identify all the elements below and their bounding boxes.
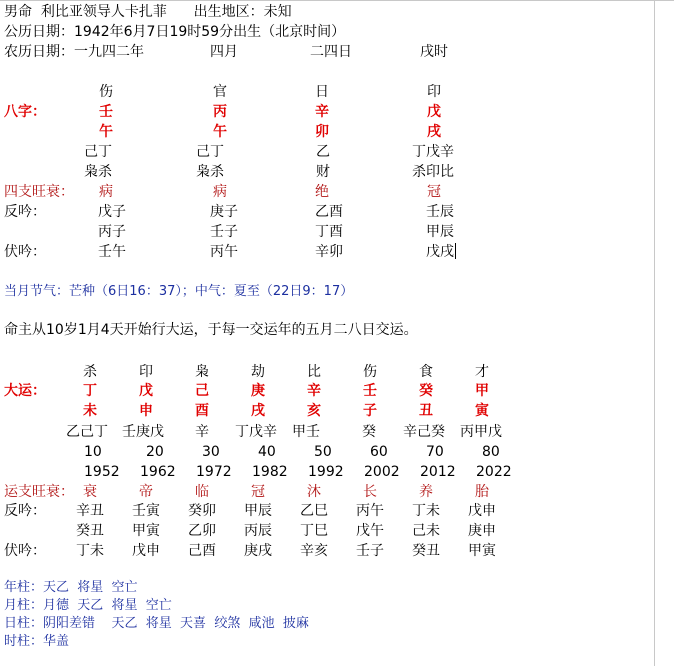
- dayun-fanyin2-6: 戊午: [356, 523, 384, 539]
- dayun-wangshuai-1: 衰: [83, 484, 97, 500]
- dayun-fanyin1-4: 甲辰: [244, 503, 272, 519]
- dayun-year-7: 2012: [420, 464, 456, 480]
- dayun-age-5: 50: [314, 444, 332, 460]
- dayun-stem-2: 戊: [139, 383, 153, 399]
- dayun-hidden-6: 癸: [362, 424, 376, 440]
- jieqi-line: 当月节气：芒种（6日16：37）；中气：夏至（22日9：17）: [4, 284, 354, 299]
- bazi-stem-year: 壬: [99, 104, 113, 120]
- dayun-label: 大运：: [4, 383, 46, 399]
- header-lunar-day: 二四日: [310, 44, 352, 60]
- dayun-branch-8: 寅: [475, 403, 489, 419]
- bazi-fanyin2-year: 丙子: [98, 224, 126, 240]
- dayun-fanyin1-3: 癸卯: [188, 503, 216, 519]
- dayun-age-7: 70: [426, 444, 444, 460]
- dayun-age-3: 30: [202, 444, 220, 460]
- dayun-age-1: 10: [84, 444, 102, 460]
- shensha-day-pillar: 日柱：阴阳差错 天乙 将星 天喜 绞煞 咸池 披麻: [4, 616, 309, 631]
- shensha-month-pillar: 月柱：月德 天乙 将星 空亡: [4, 598, 172, 613]
- bazi-god-day: 日: [315, 84, 329, 100]
- dayun-fanyin-label: 反吟：: [4, 503, 46, 519]
- bazi-god-month: 官: [213, 84, 227, 100]
- dayun-fanyin2-3: 乙卯: [188, 523, 216, 539]
- bazi-fuyin-hour: [426, 242, 456, 262]
- dayun-god-7: 食: [419, 364, 433, 380]
- dayun-branch-6: 子: [363, 403, 377, 419]
- dayun-fuyin-3: 己酉: [188, 543, 216, 559]
- bazi-fuyin-day: 辛卯: [315, 244, 343, 260]
- dayun-year-2: 1962: [140, 464, 176, 480]
- header-lunar-label: 农历日期：一九四二年: [4, 44, 144, 60]
- dayun-wangshuai-label: 运支旺衰：: [4, 484, 74, 500]
- dayun-fanyin1-6: 丙午: [356, 503, 384, 519]
- dayun-fuyin-6: 壬子: [356, 543, 384, 559]
- dayun-age-4: 40: [258, 444, 276, 460]
- window-right-border: [654, 0, 655, 666]
- bazi-branch-month: 午: [213, 124, 227, 140]
- dayun-hidden-4: 丁戊辛: [235, 424, 277, 440]
- dayun-hidden-1: 乙己丁: [66, 424, 108, 440]
- dayun-hidden-2: 壬庚戊: [122, 424, 164, 440]
- dayun-wangshuai-4: 冠: [251, 484, 265, 500]
- dayun-god-8: 才: [475, 364, 489, 380]
- bazi-fuyin-label: 伏吟：: [4, 244, 46, 260]
- dayun-fuyin-4: 庚戌: [244, 543, 272, 559]
- dayun-wangshuai-3: 临: [195, 484, 209, 500]
- dayun-wangshuai-6: 长: [363, 484, 377, 500]
- dayun-age-6: 60: [370, 444, 388, 460]
- dayun-branch-2: 申: [139, 403, 153, 419]
- bazi-fuyin-year: 壬午: [98, 244, 126, 260]
- bazi-fanyin1-year: 戊子: [98, 204, 126, 220]
- dayun-god-4: 劫: [251, 364, 265, 380]
- bazi-fanyin1-month: 庚子: [210, 204, 238, 220]
- dayun-branch-3: 酉: [195, 403, 209, 419]
- dayun-stem-1: 丁: [83, 383, 97, 399]
- dayun-fuyin-label: 伏吟：: [4, 543, 46, 559]
- bazi-fuyin-month: 丙午: [210, 244, 238, 260]
- dayun-stem-3: 己: [195, 383, 209, 399]
- dayun-fanyin2-1: 癸丑: [76, 523, 104, 539]
- dayun-fanyin1-1: 辛丑: [76, 503, 104, 519]
- dayun-year-1: 1952: [84, 464, 120, 480]
- dayun-year-3: 1972: [196, 464, 232, 480]
- bazi-hidden-gods-hour: 杀印比: [412, 164, 454, 180]
- bazi-stem-day: 辛: [315, 104, 329, 120]
- bazi-wangshuai-day: 绝: [315, 184, 329, 200]
- dayun-stem-5: 辛: [307, 383, 321, 399]
- dayun-fuyin-2: 戊申: [132, 543, 160, 559]
- dayun-god-6: 伤: [363, 364, 377, 380]
- dayun-wangshuai-7: 养: [419, 484, 433, 500]
- bazi-branch-hour: 戌: [427, 124, 441, 140]
- dayun-hidden-7: 辛己癸: [403, 424, 445, 440]
- bazi-god-year: 伤: [99, 84, 113, 100]
- bazi-hidden-month: 己丁: [196, 144, 224, 160]
- dayun-fanyin1-7: 丁未: [412, 503, 440, 519]
- dayun-start-sentence: 命主从10岁1月4天开始行大运，于每一交运年的五月二八日交运。: [4, 322, 418, 338]
- dayun-god-1: 杀: [83, 364, 97, 380]
- dayun-god-5: 比: [307, 364, 321, 380]
- dayun-hidden-3: 辛: [195, 424, 209, 440]
- bazi-branch-year: 午: [99, 124, 113, 140]
- dayun-branch-4: 戌: [251, 403, 265, 419]
- dayun-fanyin1-8: 戊申: [468, 503, 496, 519]
- dayun-god-3: 枭: [195, 364, 209, 380]
- dayun-hidden-8: 丙甲戊: [460, 424, 502, 440]
- dayun-fanyin1-5: 乙巳: [300, 503, 328, 519]
- dayun-branch-1: 未: [83, 403, 97, 419]
- bazi-branch-day: 卯: [315, 124, 329, 140]
- dayun-year-8: 2022: [476, 464, 512, 480]
- dayun-age-2: 20: [146, 444, 164, 460]
- dayun-branch-7: 丑: [419, 403, 433, 419]
- dayun-stem-6: 壬: [363, 383, 377, 399]
- header-line-solar-date: 公历日期：1942年6月7日19时59分出生（北京时间）: [4, 24, 346, 40]
- dayun-year-6: 2002: [364, 464, 400, 480]
- dayun-fanyin2-7: 己未: [412, 523, 440, 539]
- bazi-wangshuai-month: 病: [213, 184, 227, 200]
- header-lunar-month: 四月: [210, 44, 238, 60]
- bazi-fanyin2-month: 壬子: [210, 224, 238, 240]
- bazi-stem-month: 丙: [213, 104, 227, 120]
- bazi-hidden-gods-day: 财: [316, 164, 330, 180]
- bazi-fanyin-label: 反吟：: [4, 204, 46, 220]
- shensha-year-pillar: 年柱：天乙 将星 空亡: [4, 580, 138, 595]
- window-top-border: [0, 0, 674, 1]
- bazi-hidden-gods-month: 枭杀: [196, 164, 224, 180]
- dayun-wangshuai-8: 胎: [475, 484, 489, 500]
- bazi-stem-hour: 戊: [427, 104, 441, 120]
- dayun-wangshuai-5: 沐: [307, 484, 321, 500]
- bazi-hidden-year: 己丁: [84, 144, 112, 160]
- shensha-hour-pillar: 时柱：华盖: [4, 634, 70, 649]
- bazi-wangshuai-hour: 冠: [427, 184, 441, 200]
- dayun-fuyin-5: 辛亥: [300, 543, 328, 559]
- dayun-fuyin-7: 癸丑: [412, 543, 440, 559]
- bazi-hidden-hour: 丁戊辛: [412, 144, 454, 160]
- dayun-fuyin-1: 丁未: [76, 543, 104, 559]
- dayun-wangshuai-2: 帝: [139, 484, 153, 500]
- dayun-fanyin1-2: 壬寅: [132, 503, 160, 519]
- dayun-fanyin2-2: 甲寅: [132, 523, 160, 539]
- bazi-fanyin1-hour: 壬辰: [426, 204, 454, 220]
- bazi-label: 八字：: [4, 104, 46, 120]
- dayun-age-8: 80: [482, 444, 500, 460]
- dayun-branch-5: 亥: [307, 403, 321, 419]
- dayun-fuyin-8: 甲寅: [468, 543, 496, 559]
- bazi-god-hour: 印: [427, 84, 441, 100]
- bazi-wangshuai-year: 病: [99, 184, 113, 200]
- bazi-fanyin1-day: 乙酉: [315, 204, 343, 220]
- bazi-fanyin2-hour: 甲辰: [426, 224, 454, 240]
- header-lunar-hour: 戌时: [420, 44, 448, 60]
- dayun-stem-8: 甲: [475, 383, 489, 399]
- header-line-gender-name-region: 男命 利比亚领导人卡扎菲 出生地区：未知: [4, 4, 292, 20]
- dayun-fanyin2-4: 丙辰: [244, 523, 272, 539]
- dayun-fanyin2-8: 庚申: [468, 523, 496, 539]
- text-cursor: [455, 243, 456, 259]
- dayun-god-2: 印: [139, 364, 153, 380]
- dayun-hidden-5: 甲壬: [292, 424, 320, 440]
- dayun-year-4: 1982: [252, 464, 288, 480]
- bazi-hidden-gods-year: 枭杀: [84, 164, 112, 180]
- dayun-stem-4: 庚: [251, 383, 265, 399]
- dayun-year-5: 1992: [308, 464, 344, 480]
- bazi-wangshuai-label: 四支旺衰：: [4, 184, 74, 200]
- dayun-stem-7: 癸: [419, 383, 433, 399]
- dayun-fanyin2-5: 丁巳: [300, 523, 328, 539]
- bazi-hidden-day: 乙: [316, 144, 330, 160]
- bazi-fanyin2-day: 丁酉: [315, 224, 343, 240]
- bazi-fuyin-hour-text: 戊戌: [426, 244, 454, 260]
